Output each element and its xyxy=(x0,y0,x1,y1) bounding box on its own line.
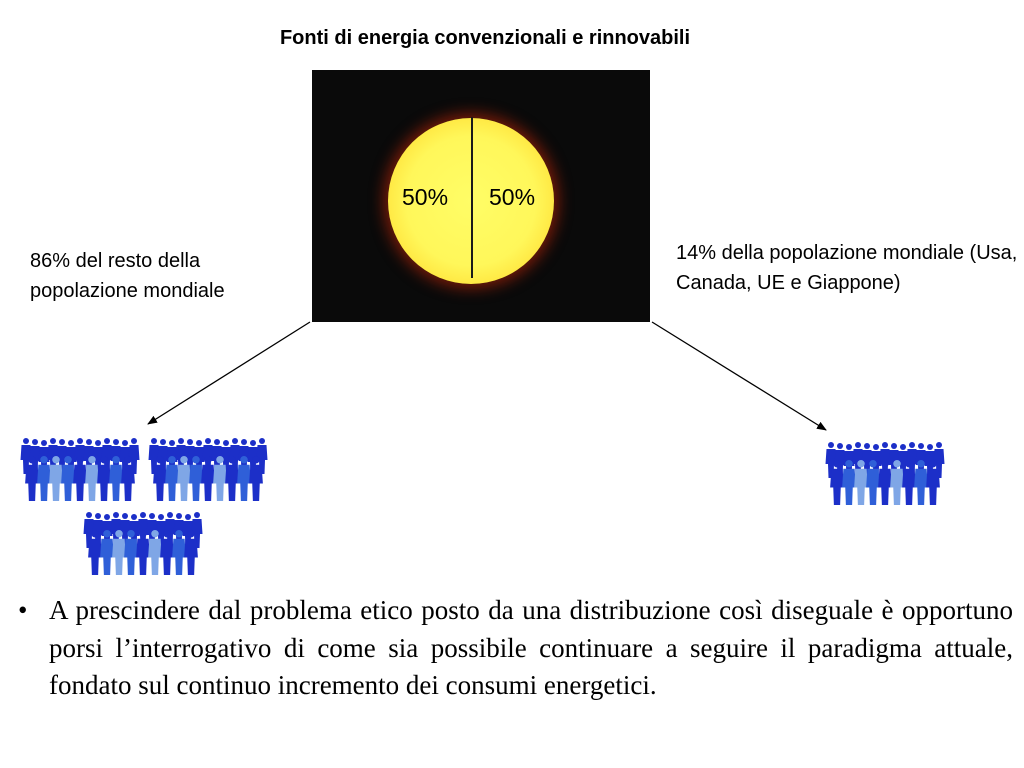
left-population-label: 86% del resto della popolazione mondiale xyxy=(30,250,225,302)
bullet-text: A prescindere dal problema etico posto da una distribuzione così diseguale è opportuno porsi l’interrogativo di come sia possibile continuare a seguire il paradigma attuale, fondato sul continuo incremento dei consumi energetici. xyxy=(49,595,1013,700)
right-arrow xyxy=(652,322,826,430)
crowd-icon xyxy=(825,440,945,514)
left-arrow xyxy=(148,322,310,424)
slide-title: Fonti di energia convenzionali e rinnovabili xyxy=(279,27,691,49)
crowd-icon xyxy=(83,510,203,584)
sun-left-percentage: 50% xyxy=(402,184,449,210)
crowd-icon xyxy=(20,436,140,510)
bullet-marker: • xyxy=(18,595,28,625)
right-population-label: 14% della popolazione mondiale (Usa, Canada, UE e Giappone) xyxy=(676,242,1018,294)
crowd-icon xyxy=(148,436,268,510)
sun-right-percentage: 50% xyxy=(489,184,536,210)
bullet-point xyxy=(18,592,1013,705)
